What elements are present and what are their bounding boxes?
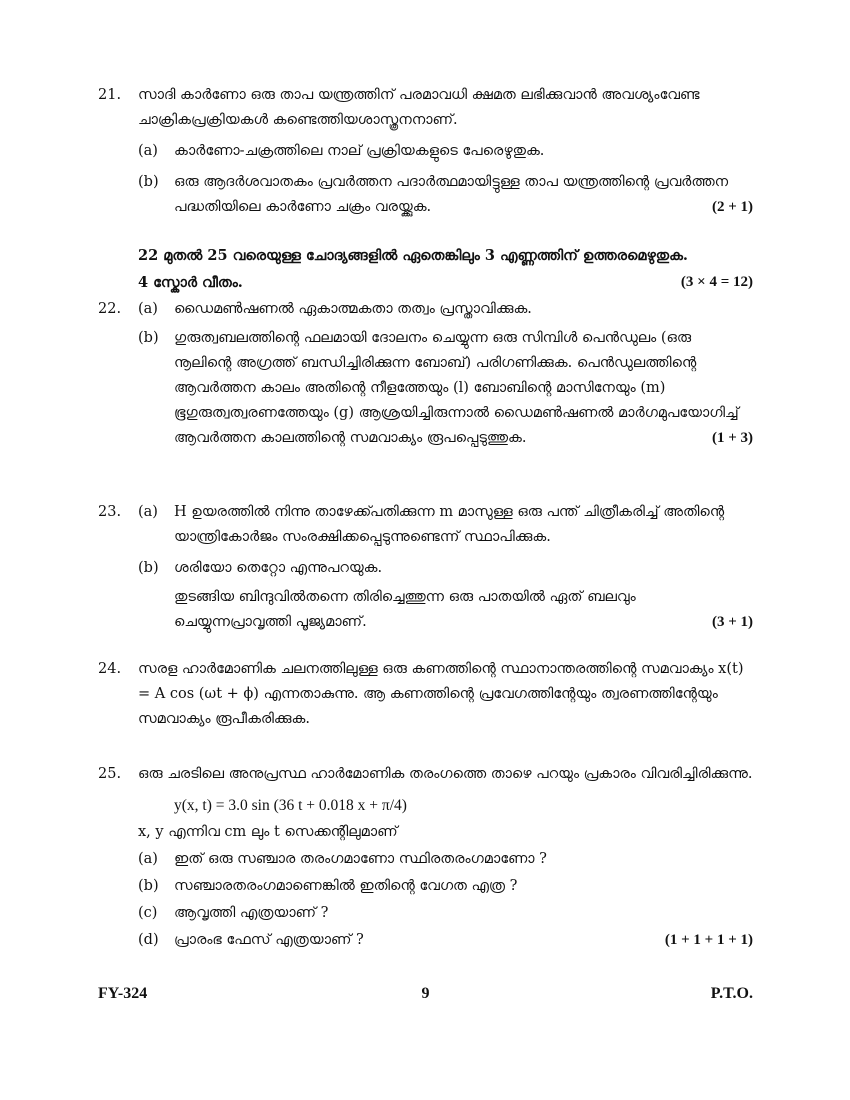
sub-text: ശരിയോ തെറ്റോ എന്നുപറയുക.: [174, 560, 383, 576]
sub-text: കാർണോ-ചക്രത്തിലെ നാല് പ്രക്രിയകളുടെ പേരെഴുതുക.: [174, 143, 545, 159]
marks: (1 + 1 + 1 + 1): [664, 932, 753, 948]
question-number: 23.: [98, 504, 122, 520]
sub-text: H ഉയരത്തിൽ നിന്നു താഴേക്ക്പതിക്കുന്ന m മാസുള്ള ഒരു പന്ത് ചിത്രീകരിച്ച് അതിന്റെ യാന്ത്രികോർജം സംരക്ഷിക്കപ്പെടുന്നുണ്ടെന്ന് സ്ഥാപിക്കുക.: [174, 504, 725, 545]
sub-label: (d): [138, 932, 159, 948]
pto-label: P.T.O.: [710, 985, 753, 1002]
question-text: സരള ഹാർമോണിക ചലനത്തിലുള്ള ഒരു കണത്തിന്റെ സ്ഥാനാന്തരത്തിന്റെ സമവാക്യം x(t) = A cos (ωt + ϕ) എന്നതാകുന്നു. ആ കണത്തിന്റെ പ്രവേഗത്തിന്റേയും ത്വരണത്തിന്റേയും സമവാക്യം രൂപീകരിക്കുക.: [138, 661, 744, 727]
sub-question-a: [138, 500, 753, 550]
sub-text: ആവൃത്തി എത്രയാണ് ?: [174, 905, 329, 921]
sub-label: (a): [138, 851, 158, 867]
wave-equation: y(x, t) = 3.0 sin (36 t + 0.018 x + π/4): [174, 797, 407, 814]
sub-label: (a): [138, 143, 158, 159]
paper-code: FY-324: [98, 985, 148, 1002]
units-note: x, y എന്നിവ cm ലും t സെക്കന്റിലുമാണ്: [138, 824, 398, 840]
sub-label: (a): [138, 504, 158, 520]
instruction-line-2: 4 സ്കോർ വീതം.: [138, 274, 243, 291]
question-21: [98, 83, 753, 220]
sub-text: ഡൈമൺഷണൽ ഏകാത്മകതാ തത്വം പ്രസ്താവിക്കുക.: [174, 301, 532, 317]
page-footer: [98, 985, 753, 1009]
sub-text-statement: തുടങ്ങിയ ബിന്ദുവിൽതന്നെ തിരിച്ചെത്തുന്ന ഒരു പാതയിൽ ഏത് ബലവും ചെയ്യുന്നപ്രാവൃത്തി പൂജ്യമാണ്.: [174, 589, 636, 630]
sub-text: ഇത് ഒരു സഞ്ചാര തരംഗമാണോ സ്ഥിരതരംഗമാണോ ?: [174, 851, 547, 867]
sub-text: സഞ്ചാരതരംഗമാണെങ്കിൽ ഇതിന്റെ വേഗത എത്ര ?: [174, 878, 518, 894]
question-text: സാദി കാർണോ ഒരു താപ യന്ത്രത്തിന് പരമാവധി ക്ഷമത ലഭിക്കുവാൻ അവശ്യംവേണ്ട ചാക്രികപ്രക്രിയകൾ കണ്ടെത്തിയശാസ്ത്രനനാണ്.: [138, 87, 700, 128]
sub-text: ഗുരുത്വബലത്തിന്റെ ഫലമായി ദോലനം ചെയ്യുന്ന ഒരു സിമ്പിൾ പെൻഡുലം (ഒരു നൂലിന്റെ അഗ്രത്ത് ബന്ധിച്ചിരിക്കുന്ന ബോബ്) പരിഗണിക്കുക. പെൻഡുലത്തിന്റെ ആവർത്തന കാലം അതിന്റെ നീളത്തേയും (l) ബോബിന്റെ മാസിനേയും (m) ഭൂഗുരുത്വത്വരണത്തേയും (g) ആശ്രയിച്ചിരുന്നാൽ ഡൈമൺഷണൽ മാർഗമുപയോഗിച്ച് ആവർത്തന കാലത്തിന്റെ സമവാക്യം രൂപപ്പെടുത്തുക.: [174, 330, 739, 446]
question-25: [98, 762, 753, 953]
sub-question-b: [138, 170, 753, 220]
sub-text: ഒരു ആദർശവാതകം പ്രവർത്തന പദാർത്ഥമായിട്ടുള്ള താപ യന്ത്രത്തിന്റെ പ്രവർത്തന പദ്ധതിയിലെ കാർണോ ചക്രം വരയ്ക്കുക.: [174, 174, 729, 215]
sub-question-d: [138, 928, 753, 953]
sub-question-a: [138, 139, 753, 164]
sub-label: (c): [138, 905, 158, 921]
sub-label: (a): [138, 301, 158, 317]
sub-question-a: [138, 847, 753, 872]
page-number: 9: [421, 985, 430, 1002]
section-instruction: [138, 242, 753, 296]
sub-label: (b): [138, 560, 159, 576]
question-24: [98, 657, 753, 732]
instruction-line-1: 22 മുതൽ 25 വരെയുള്ള ചോദ്യങ്ങളിൽ ഏതെങ്കിലും 3 എണ്ണത്തിന് ഉത്തരമെഴുതുക.: [138, 247, 688, 264]
question-number: 22.: [98, 301, 122, 317]
question-number: 21.: [98, 87, 122, 103]
marks: (3 × 4 = 12): [680, 274, 753, 290]
marks: (3 + 1): [711, 614, 753, 630]
sub-question-b: [138, 326, 753, 451]
marks: (1 + 3): [711, 430, 753, 446]
sub-question-b: [138, 874, 753, 899]
sub-question-b: [138, 556, 753, 635]
question-22: [98, 297, 753, 451]
question-23: [98, 500, 753, 635]
sub-label: (b): [138, 878, 159, 894]
question-text: ഒരു ചരടിലെ അനുപ്രസ്ഥ ഹാർമോണിക തരംഗത്തെ താഴെ പറയും പ്രകാരം വിവരിച്ചിരിക്കുന്നു.: [138, 766, 753, 782]
question-number: 24.: [98, 661, 122, 677]
sub-text: പ്രാരംഭ ഫേസ് എത്രയാണ് ?: [174, 932, 364, 948]
question-number: 25.: [98, 766, 122, 782]
sub-label: (b): [138, 174, 159, 190]
sub-label: (b): [138, 330, 159, 346]
sub-question-a: [138, 297, 753, 322]
marks: (2 + 1): [711, 199, 753, 215]
sub-question-c: [138, 901, 753, 926]
